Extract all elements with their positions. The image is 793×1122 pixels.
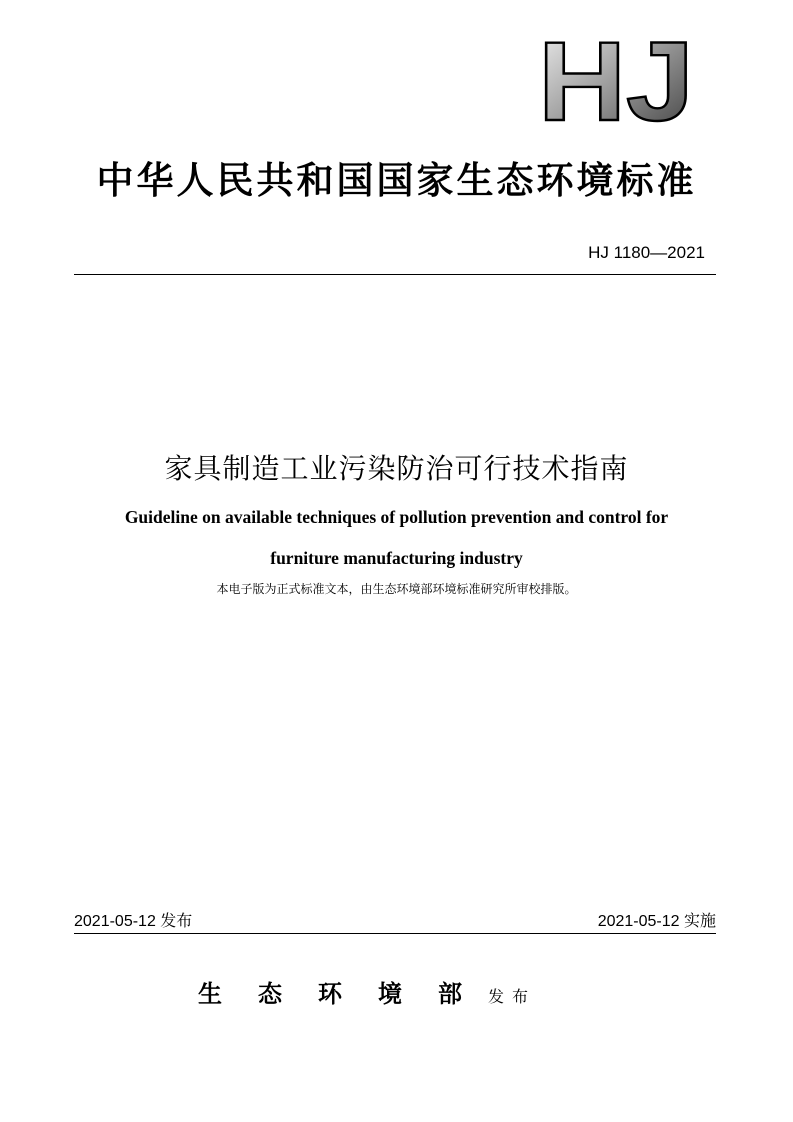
publisher-action: 发布 <box>488 987 537 1006</box>
title-english-line-1: Guideline on available techniques of pollution prevention and control for <box>124 507 669 527</box>
footer-divider <box>74 933 716 934</box>
publisher-org: 生态环境部 <box>198 980 498 1008</box>
title-chinese: 家具制造工业污染防治可行技术指南 <box>164 452 629 485</box>
standard-category: 中华人民共和国国家生态环境标准 <box>96 159 697 202</box>
logo-text: HJ <box>538 36 694 126</box>
header-divider <box>74 274 716 275</box>
title-english-line-2: furniture manufacturing industry <box>270 548 523 568</box>
implementation-date: 2021-05-12 实施 <box>597 913 716 930</box>
hj-logo <box>536 36 696 126</box>
standard-number: HJ 1180—2021 <box>588 243 705 262</box>
publisher-line <box>198 974 536 1009</box>
publish-date: 2021-05-12 发布 <box>74 913 193 930</box>
electronic-version-notice: 本电子版为正式标准文本，由生态环境部环境标准研究所审校排版。 <box>216 582 577 596</box>
